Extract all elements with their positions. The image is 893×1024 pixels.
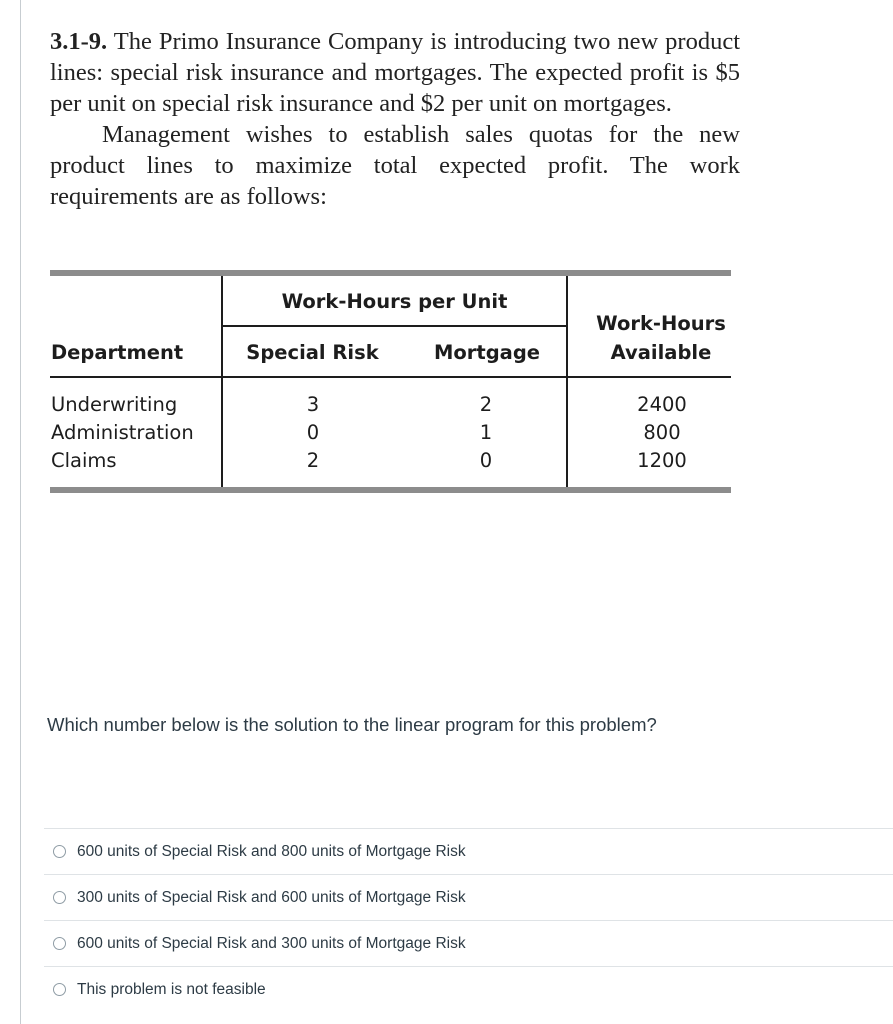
- row-department: Claims: [51, 449, 117, 472]
- col-header-department: Department: [51, 341, 184, 364]
- left-border: [20, 0, 21, 1024]
- row-available: 1200: [637, 449, 687, 472]
- table-top-bar: [50, 270, 731, 276]
- row-mortgage: 2: [479, 393, 493, 416]
- problem-number: 3.1-9.: [50, 28, 108, 55]
- answer-label: 300 units of Special Risk and 600 units of Mortgage Risk: [77, 888, 466, 906]
- answer-list: [44, 828, 893, 1012]
- answer-option[interactable]: [44, 966, 893, 1012]
- radio-button[interactable]: [53, 845, 66, 858]
- row-special-risk: 2: [306, 449, 320, 472]
- row-available: 2400: [637, 393, 687, 416]
- answer-option[interactable]: [44, 828, 893, 874]
- problem-statement: [50, 26, 740, 212]
- col-header-special-risk: Special Risk: [246, 341, 379, 364]
- radio-button[interactable]: [53, 983, 66, 996]
- radio-button[interactable]: [53, 891, 66, 904]
- row-special-risk: 0: [306, 421, 320, 444]
- row-department: Underwriting: [51, 393, 178, 416]
- row-available: 800: [643, 421, 681, 444]
- row-department: Administration: [51, 421, 194, 444]
- answer-option[interactable]: [44, 874, 893, 920]
- header-rule: [50, 376, 731, 378]
- answer-label: 600 units of Special Risk and 300 units of Mortgage Risk: [77, 934, 466, 952]
- problem-paragraph-1: [50, 26, 740, 119]
- col-header-mortgage: Mortgage: [433, 341, 541, 364]
- table-bottom-bar: [50, 487, 731, 493]
- answer-option[interactable]: [44, 920, 893, 966]
- row-mortgage: 0: [479, 449, 493, 472]
- problem-paragraph-2: Management wishes to establish sales quotas for the new product lines to maximize total expected profit. The work requirements are as follows:: [50, 121, 740, 210]
- group-header-rule: [222, 325, 567, 327]
- question-text: Which number below is the solution to the linear program for this problem?: [47, 714, 657, 735]
- row-mortgage: 1: [479, 421, 493, 444]
- answer-label: This problem is not feasible: [77, 980, 266, 998]
- row-special-risk: 3: [306, 393, 320, 416]
- problem-paragraph-1-text: The Primo Insurance Company is introducing two new product lines: special risk insurance and mortgages. The expected profit is $5 per unit on special risk insurance and $2 per unit on mortgages.: [50, 28, 741, 117]
- col-header-available-line2: Available: [610, 341, 712, 364]
- answer-label: 600 units of Special Risk and 800 units of Mortgage Risk: [77, 842, 466, 860]
- col-header-available-line1: Work-Hours: [596, 312, 726, 335]
- group-header: Work-Hours per Unit: [281, 290, 508, 313]
- radio-button[interactable]: [53, 937, 66, 950]
